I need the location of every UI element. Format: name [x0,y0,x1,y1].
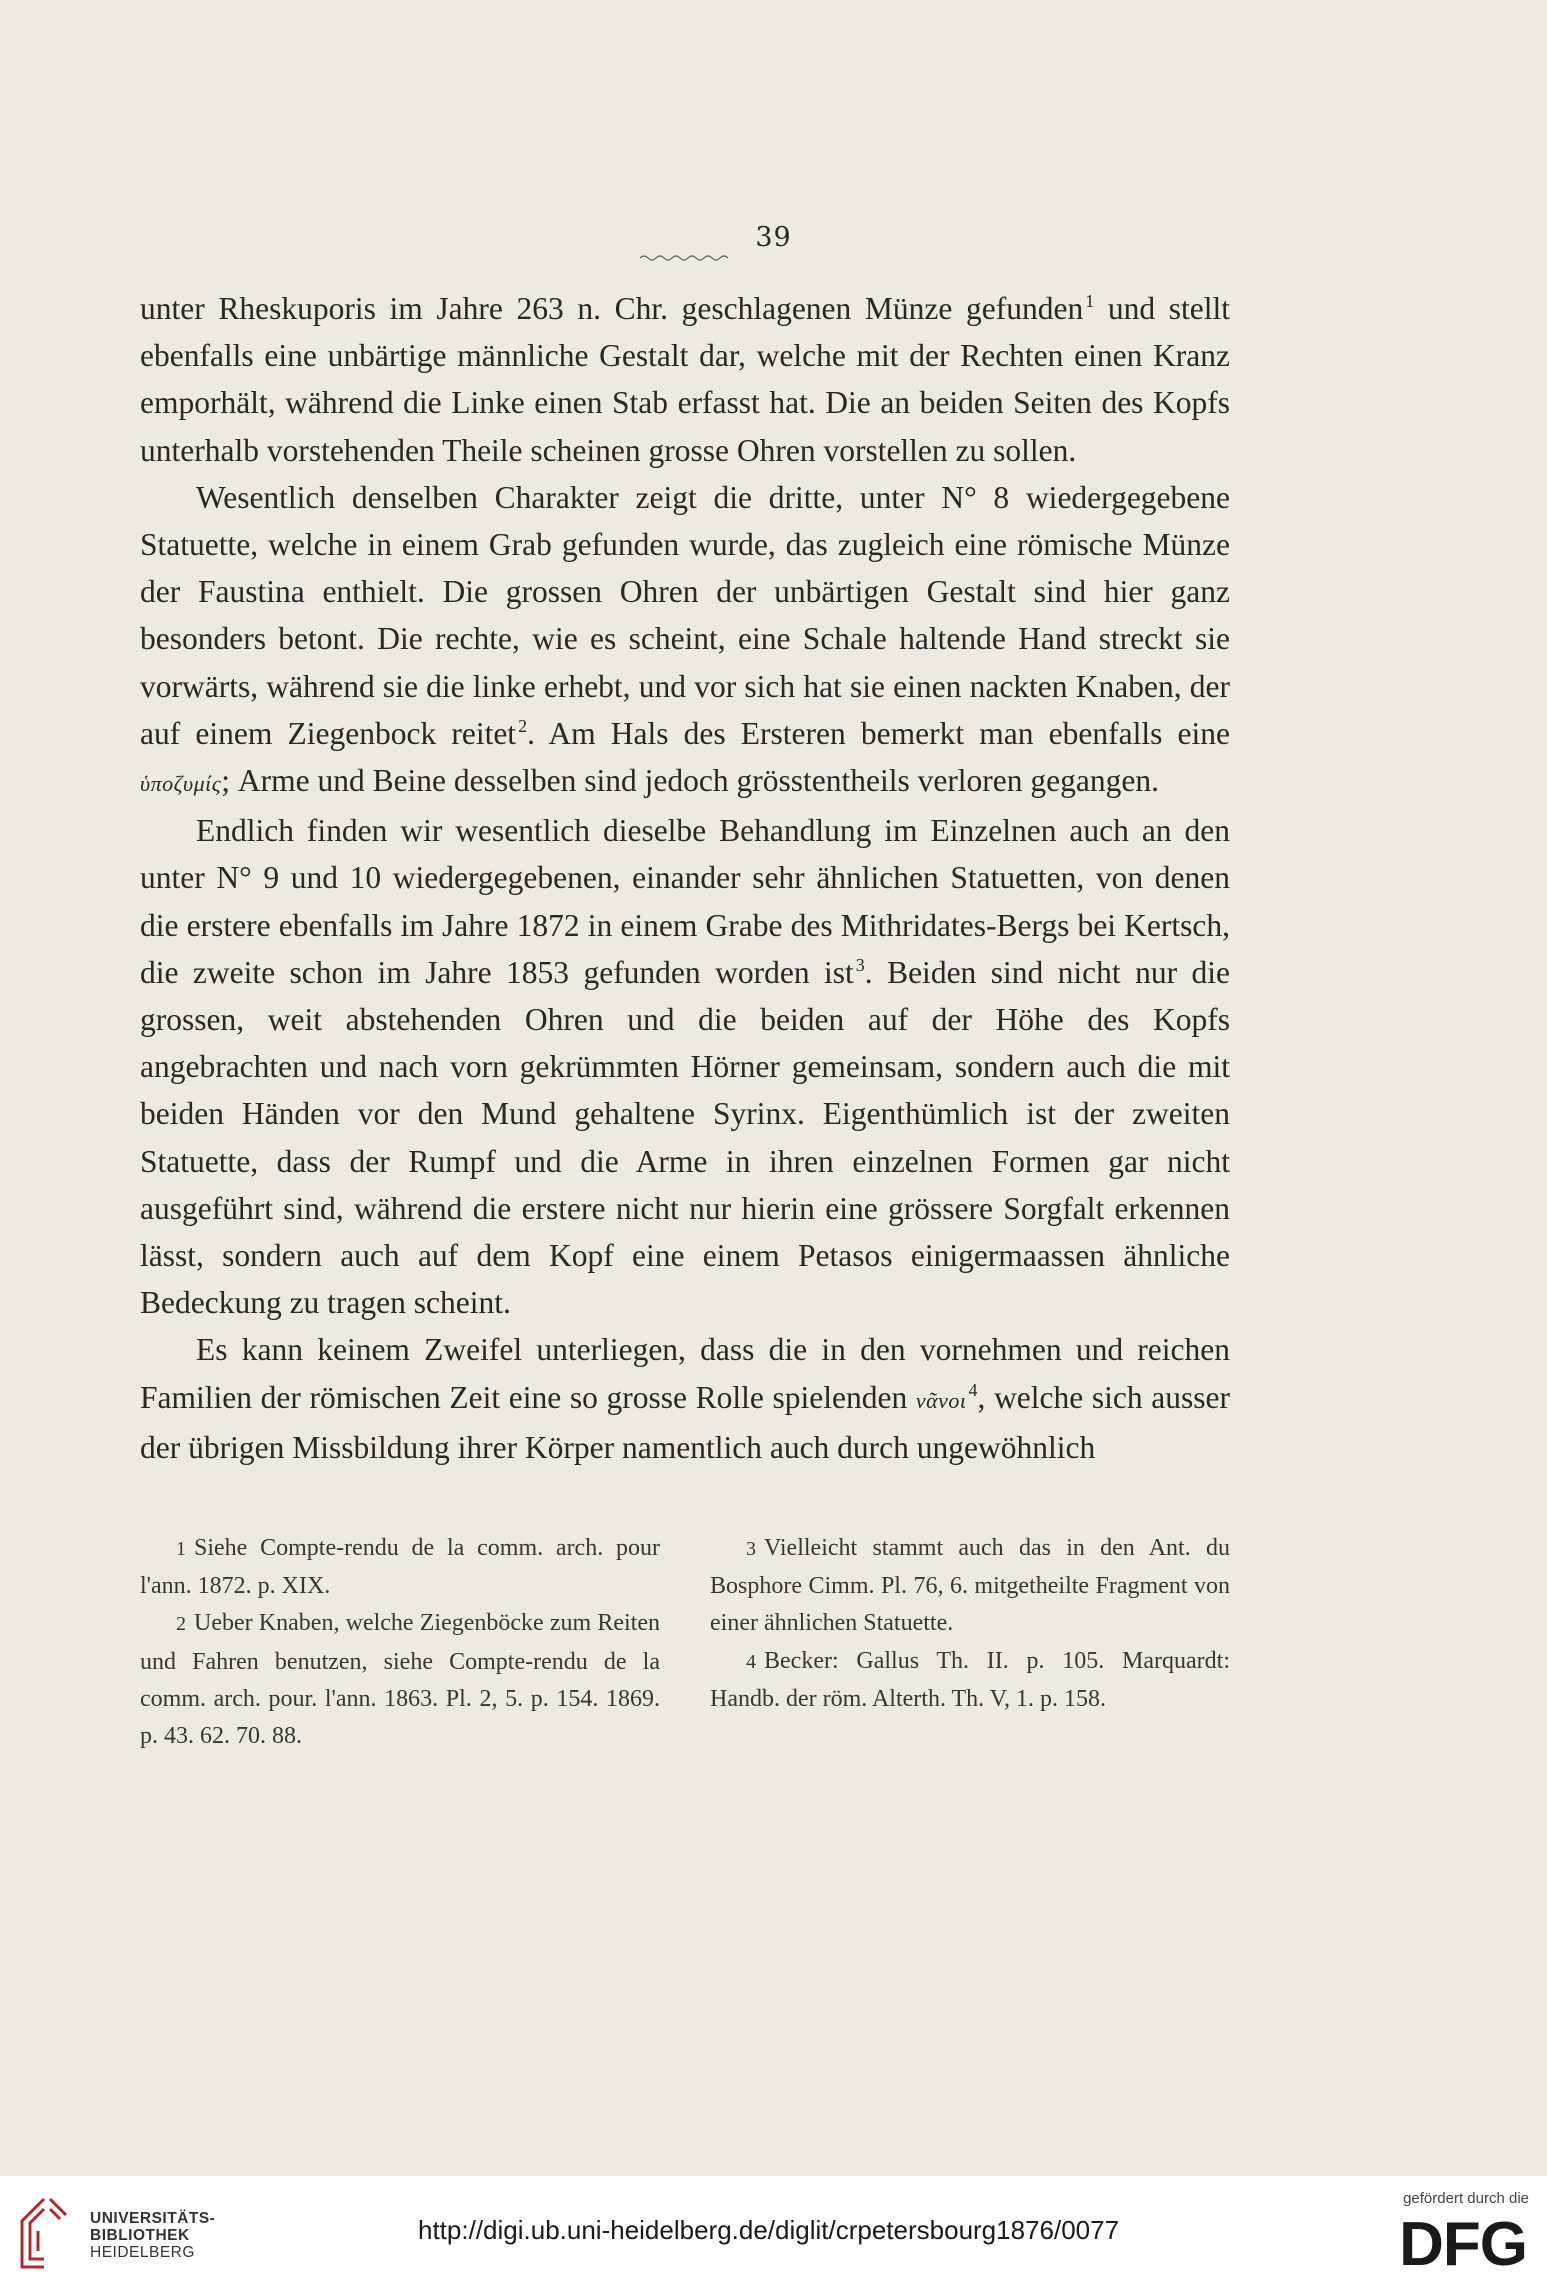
footnote-text: Vielleicht stammt auch das in den Ant. du Bosphore Cimm. Pl. 76, 6. mitgetheilte Fragment von einer ähnlichen Statuette. [710,1535,1230,1637]
paragraph-text: Endlich finden wir wesentlich dieselbe Behandlung im Einzelnen auch an den unter N° 9 und 10 wiedergegebenen, einander sehr ähnlichen Statuetten, von denen die erstere ebenfalls im Jahre 1872 in einem Grabe des Mithridates-Bergs bei Kertsch, die zweite schon im Jahre 1853 gefunden worden ist [140,813,1230,990]
page-number-ornament [640,254,732,262]
source-url-link[interactable]: http://digi.ub.uni-heidelberg.de/diglit/crpetersbourg1876/0077 [418,2215,1120,2245]
paragraph-text: , welche sich ausser der übrigen Missbildung ihrer Körper namentlich auch durch ungewöhnlich [140,1379,1231,1465]
footnote-number: 1 [176,1538,186,1560]
footnote-text: Becker: Gallus Th. II. p. 105. Marquardt: Handb. der röm. Alterth. Th. V, 1. p. 158. [710,1647,1230,1712]
body-text [140,285,1230,1471]
footnote-column-right [710,1530,1230,1755]
paragraph-text: unter Rheskuporis im Jahre 263 n. Chr. geschlagenen Münze gefunden [140,291,1084,326]
footnote [140,1530,660,1605]
paragraph-text: Wesentlich denselben Charakter zeigt die dritte, unter N° 8 wiedergegebene Statuette, welche in einem Grab gefunden wurde, das zugleich eine römische Münze der Faustina enthielt. Die grossen Ohren der unbärtigen Gestalt sind hier ganz besonders betont. Die rechte, wie es scheint, eine Schale haltende Hand streckt sie vorwärts, während sie die linke erhebt, und vor sich hat sie einen nackten Knaben, der auf einem Ziegenbock reitet [140,479,1230,751]
paragraph-text: . Am Hals des Ersteren bemerkt man ebenfalls eine [527,715,1230,751]
footnote-number: 3 [746,1538,756,1560]
footnote-ref: 4 [968,1379,978,1400]
footnote-ref: 3 [855,954,865,975]
footnotes [140,1530,1230,1755]
paragraph-text: . Beiden sind nicht nur die grossen, weit abstehenden Ohren und die beiden auf der Höhe des Kopfs angebrachten und nach vorn gekrümmten Hörner gemeinsam, sondern auch die mit beiden Händen vor den Mund gehaltene Syrinx. Eigenthümlich ist der zweiten Statuette, dass der Rumpf und die Arme in ihren einzelnen Formen gar nicht ausgeführt sind, während die erstere nicht nur hierin eine grössere Sorgfalt erkennen lässt, sondern auch auf dem Kopf eine einem Petasos einigermaassen ähnliche Bedeckung zu tragen scheint. [140,954,1230,1321]
paragraph [140,1326,1230,1471]
paragraph [140,807,1230,1326]
footnote-ref: 2 [518,715,528,736]
funding-label: gefördert durch die [1403,2190,1529,2207]
footnote-number: 2 [176,1613,186,1636]
paragraph-text: ; Arme und Beine desselben sind jedoch grösstentheils verloren gegangen. [221,763,1159,799]
library-name-line: UNIVERSITÄTS- [90,2210,216,2227]
footnote [140,1605,660,1755]
footnote [710,1643,1230,1718]
library-name-line: BIBLIOTHEK [90,2227,190,2244]
footnote-ref: 1 [1085,291,1095,311]
greek-term: ὑποζυμίς [140,771,222,797]
library-name-line: HEIDELBERG [90,2244,195,2261]
dfg-logo[interactable]: DFG [1399,2210,1527,2279]
paragraph-text: Es kann keinem Zweifel unterliegen, dass die in den vornehmen und reichen Familien der römischen Zeit eine so grosse Rolle spielenden [140,1332,1230,1415]
paragraph-text: und stellt ebenfalls eine unbärtige männliche Gestalt dar, welche mit der Rechten einen Kranz emporhält, während die Linke einen Stab erfasst hat. Die an beiden Seiten des Kopfs unterhalb vorstehenden Theile scheinen grosse Ohren vorstellen zu sollen. [140,291,1230,468]
greek-term: νᾶνοι [915,1387,967,1413]
paragraph [140,285,1230,474]
ub-heidelberg-logo-icon[interactable] [14,2195,74,2273]
footnote-column-left [140,1530,660,1755]
library-name[interactable] [90,2210,215,2261]
paragraph [140,474,1230,807]
footnote-text: Siehe Compte-rendu de la comm. arch. pour l'ann. 1872. p. XIX. [140,1535,660,1600]
footnote-text: Ueber Knaben, welche Ziegenböcke zum Reiten und Fahren benutzen, siehe Compte-rendu de la comm. arch. pour. l'ann. 1863. Pl. 2, 5. p. 154. 1869. p. 43. 62. 70. 88. [140,1610,660,1750]
footnote [710,1530,1230,1643]
footnote-number: 4 [746,1650,756,1673]
page-number: 39 [755,222,792,253]
